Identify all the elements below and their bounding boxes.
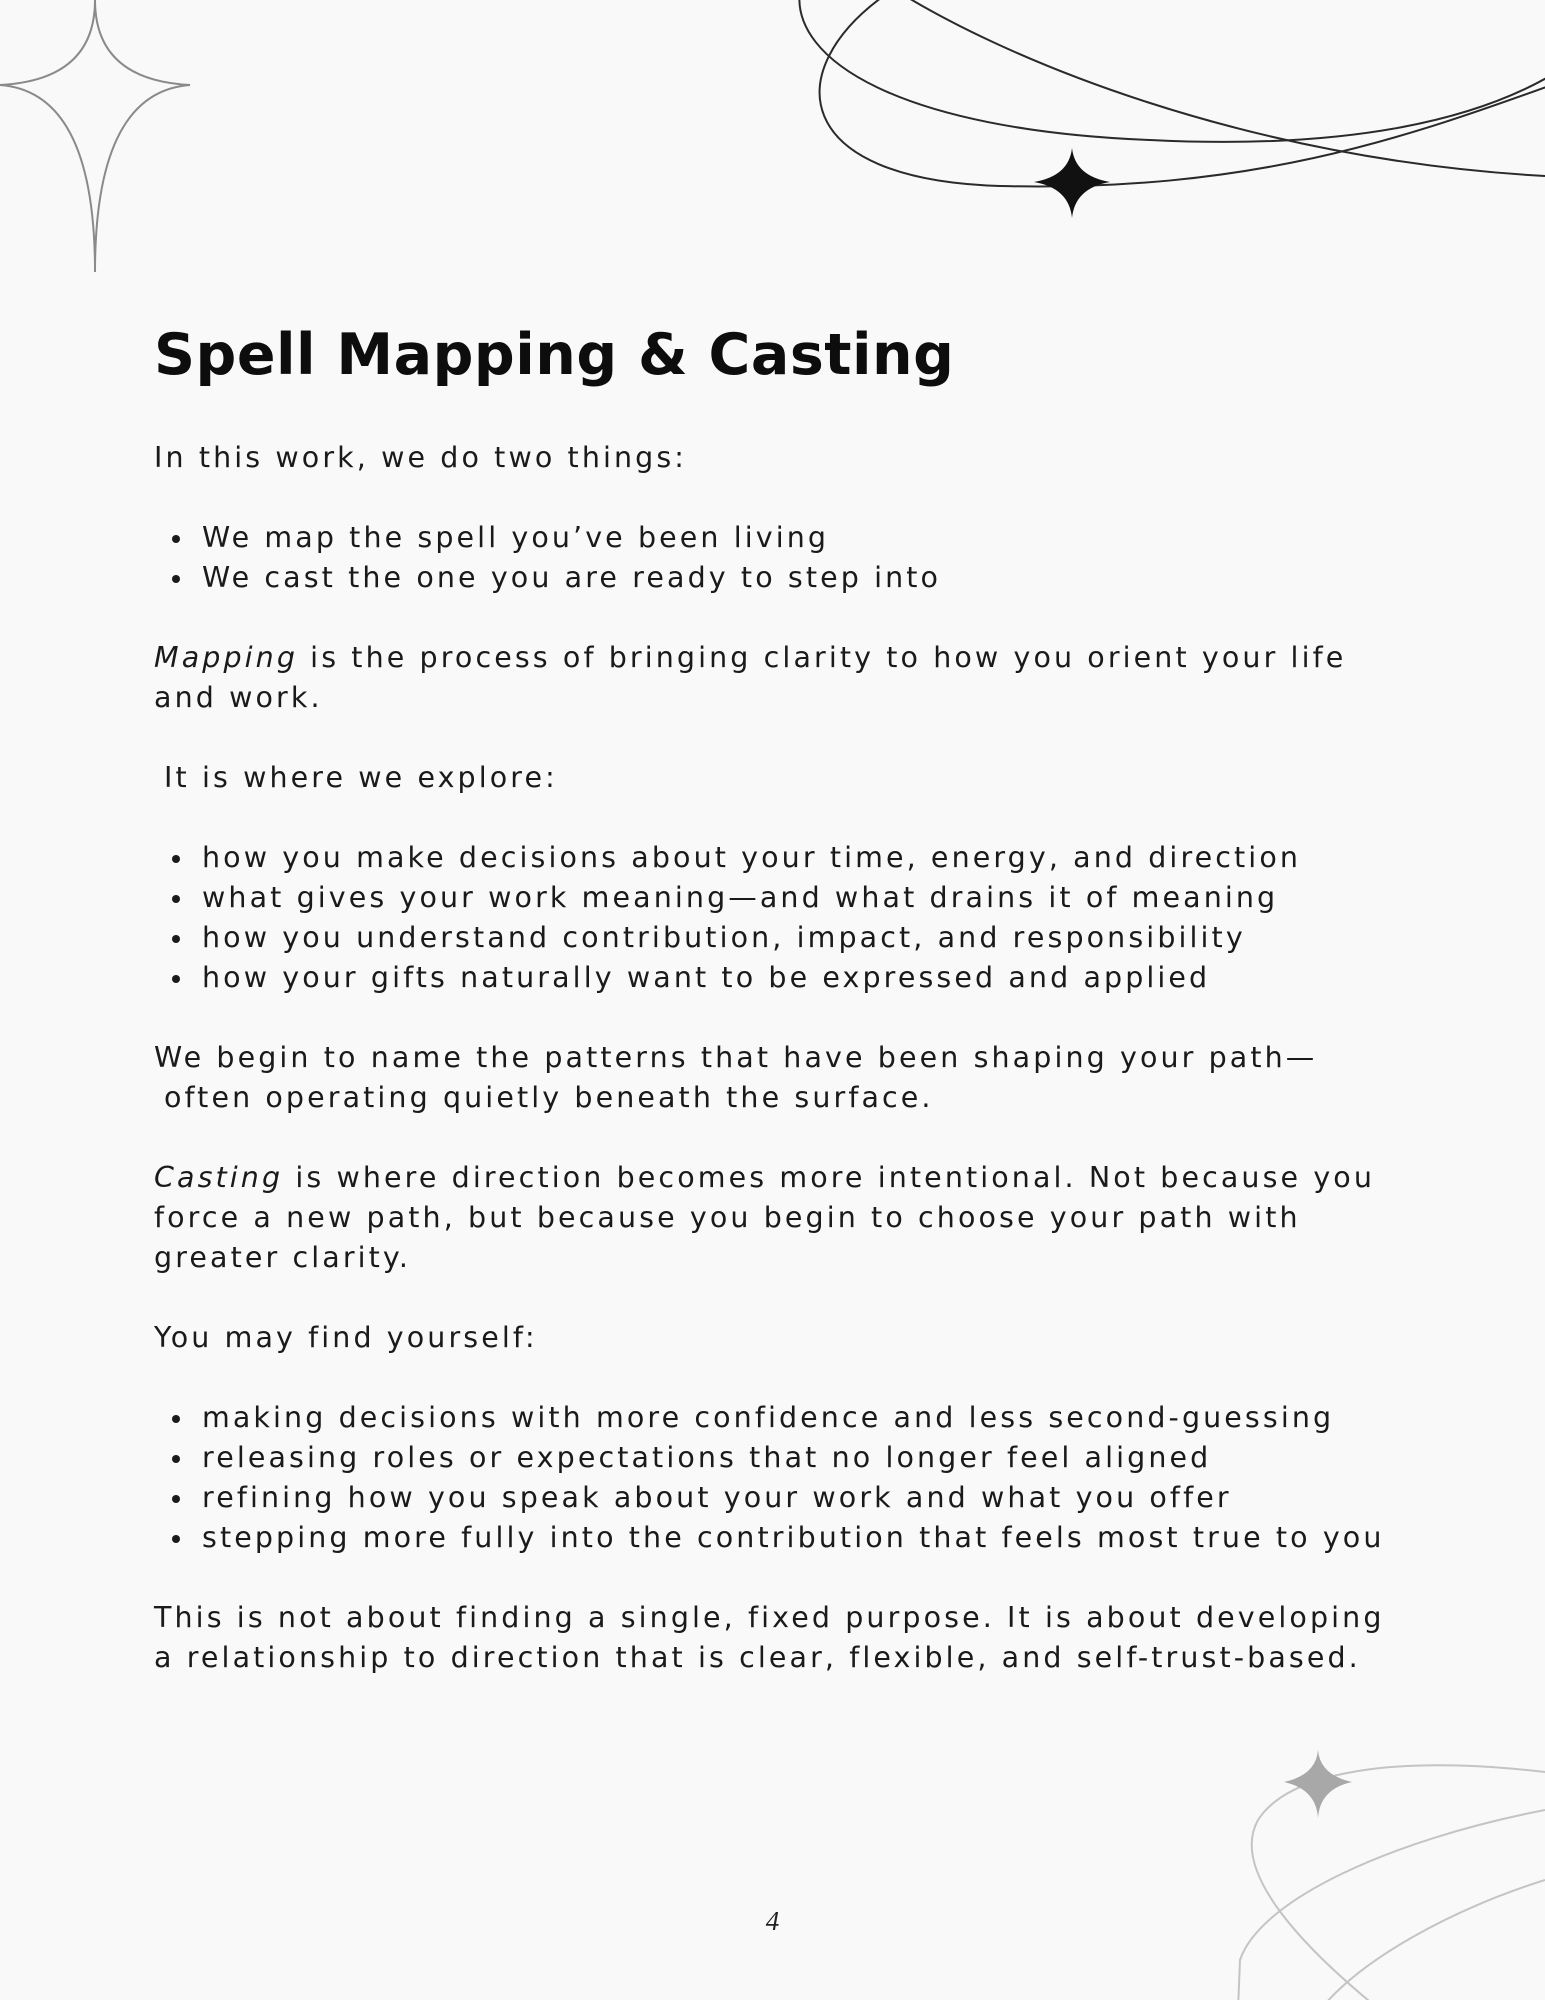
four-point-sparkle-icon	[0, 0, 190, 272]
mapping-paragraph	[154, 638, 1394, 678]
mapping-text: is the process of bringing clarity to how you orient your life	[298, 641, 1347, 674]
casting-keyword: Casting	[154, 1161, 284, 1194]
mapping-text-line2: and work.	[154, 681, 323, 714]
intro-text: In this work, we do two things:	[154, 441, 688, 474]
intro-list	[154, 518, 1394, 598]
orbit-rings-top-icon	[799, 0, 1545, 186]
list-item: releasing roles or expectations that no longer feel aligned	[154, 1438, 1394, 1478]
star-top-icon	[1034, 148, 1110, 218]
page-content	[154, 320, 1394, 1678]
casting-paragraph	[154, 1158, 1394, 1198]
page-number: 4	[765, 1906, 780, 1936]
list-item: what gives your work meaning—and what drains it of meaning	[154, 878, 1394, 918]
casting-list	[154, 1398, 1394, 1558]
orbit-rings-bottom-icon	[1238, 1765, 1545, 2000]
list-item: We cast the one you are ready to step into	[154, 558, 1394, 598]
list-item: how you make decisions about your time, energy, and direction	[154, 838, 1394, 878]
casting-text-line3: greater clarity.	[154, 1241, 411, 1274]
list-item: how you understand contribution, impact, and responsibility	[154, 918, 1394, 958]
star-bottom-icon	[1284, 1750, 1352, 1818]
list-item: making decisions with more confidence and less second-guessing	[154, 1398, 1394, 1438]
patterns-text-line2: often operating quietly beneath the surface.	[164, 1081, 934, 1114]
list-item: We map the spell you’ve been living	[154, 518, 1394, 558]
find-text: You may find yourself:	[154, 1321, 538, 1354]
casting-text: is where direction becomes more intentional. Not because you	[283, 1161, 1375, 1194]
list-item: refining how you speak about your work and what you offer	[154, 1478, 1394, 1518]
explore-text: It is where we explore:	[164, 761, 558, 794]
closing-text: This is not about finding a single, fixed purpose. It is about developing	[154, 1601, 1385, 1634]
list-item: stepping more fully into the contribution that feels most true to you	[154, 1518, 1394, 1558]
closing-text-line2: a relationship to direction that is clear, flexible, and self-trust-based.	[154, 1641, 1361, 1674]
mapping-keyword: Mapping	[154, 641, 299, 674]
casting-text-line2: force a new path, but because you begin to choose your path with	[154, 1201, 1301, 1234]
mapping-list	[154, 838, 1394, 998]
patterns-text: We begin to name the patterns that have been shaping your path—	[154, 1041, 1318, 1074]
page-title: Spell Mapping & Casting	[154, 322, 955, 388]
list-item: how your gifts naturally want to be expressed and applied	[154, 958, 1394, 998]
body-text	[154, 438, 1394, 1678]
